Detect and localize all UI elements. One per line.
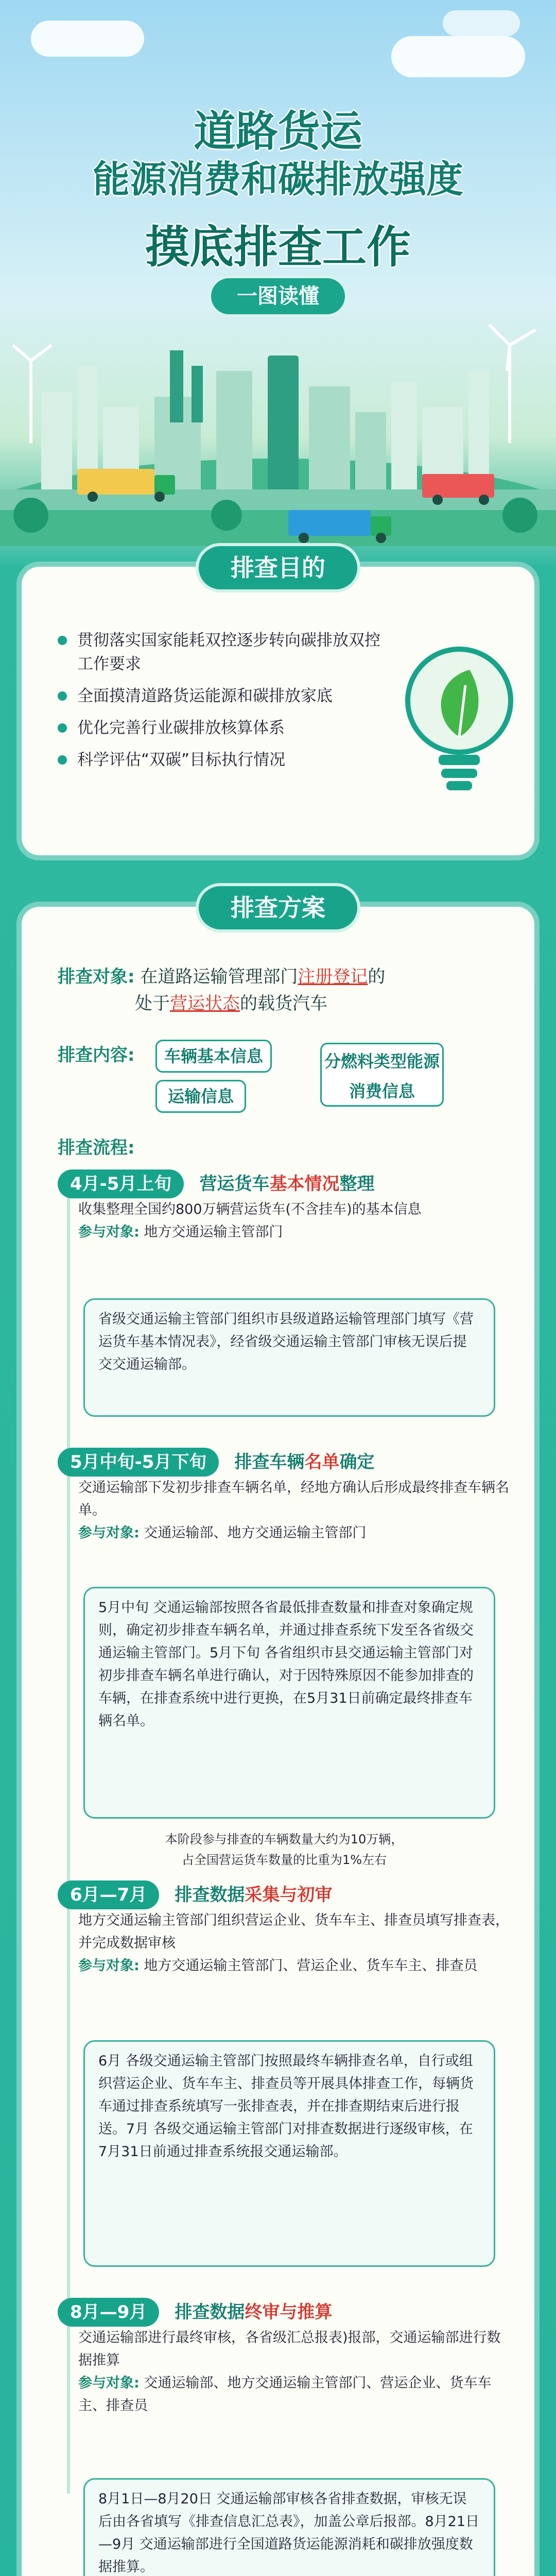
stage-period: 4月-5月上旬	[58, 1170, 184, 1198]
stage-name-highlight: 终审与推算	[245, 2302, 333, 2323]
content-row	[58, 1042, 135, 1069]
participants: 交通运输部、地方交通运输主管部门、营运企业、货车车主、排查员	[78, 2375, 492, 2414]
object-text: 的	[368, 967, 386, 987]
object-highlight: 注册登记	[298, 967, 368, 987]
stage-desc: 收集整理全国约800万辆营运货车(不含挂车)的基本信息	[78, 1201, 422, 1217]
stage-name: 排查车辆	[234, 1452, 305, 1472]
hero-title-line3: 摸底排查工作	[145, 221, 411, 273]
object-row	[58, 963, 500, 1017]
participants-label: 参与对象:	[78, 1224, 140, 1240]
hero-badge: 一图读懂	[211, 278, 345, 314]
content-label: 排查内容:	[58, 1045, 135, 1065]
cloud-decoration	[443, 10, 520, 36]
stage-period: 6月—7月	[58, 1880, 159, 1909]
stage-desc: 交通运输部下发初步排查车辆名单，经地方确认后形成最终排查车辆名单。	[78, 1480, 509, 1518]
cloud-decoration	[31, 21, 144, 57]
stage-period: 5月中旬-5月下旬	[58, 1448, 219, 1477]
plan-title: 排查方案	[199, 886, 357, 929]
stage-name-highlight: 名单	[304, 1452, 340, 1472]
stage-name: 排查数据	[175, 1885, 245, 1905]
stage-2	[58, 1448, 511, 1545]
purpose-item: 全面摸清道路货运能源和碳排放家底	[58, 684, 387, 708]
stage-name: 整理	[339, 1174, 375, 1194]
hero-banner	[0, 0, 556, 546]
plan-section	[22, 894, 534, 2576]
content-tag: 分燃料类型能源消费信息	[320, 1043, 444, 1107]
stage-name: 营运货车	[199, 1174, 270, 1194]
purpose-list	[58, 629, 387, 780]
hero-title-line2: 能源消费和碳排放强度	[92, 157, 463, 201]
stage-1	[58, 1170, 511, 1244]
participants: 交通运输部、地方交通运输主管部门	[144, 1525, 367, 1541]
stage-3	[58, 1880, 511, 1977]
stage-1-detail: 省级交通运输主管部门组织市县级道路运输管理部门填写《营运货车基本情况表》，经省级交通运输主管部门审核无误后提交交通运输部。	[83, 1298, 495, 1417]
participants-label: 参与对象:	[78, 2375, 140, 2391]
participants-label: 参与对象:	[78, 1958, 140, 1974]
content-tag: 车辆基本信息	[155, 1040, 272, 1073]
object-text: 的载货汽车	[240, 993, 327, 1014]
stage-desc: 交通运输部进行最终审核，各省级汇总报表)报部，交通运输部进行数据推算	[78, 2330, 501, 2368]
green-city-illustration	[0, 309, 556, 546]
stage-2-note: 占全国营运货车数量的比重为1%左右	[181, 1853, 387, 1867]
flow-label: 排查流程:	[58, 1138, 135, 1158]
stage-name: 排查数据	[175, 2302, 245, 2323]
purpose-item: 贯彻落实国家能耗双控逐步转向碳排放双控工作要求	[58, 629, 387, 676]
purpose-title: 排查目的	[199, 546, 357, 589]
object-text: 在道路运输管理部门	[140, 967, 298, 987]
stage-name-highlight: 基本情况	[269, 1174, 340, 1194]
stage-2-note: 本阶段参与排查的车辆数量大约为10万辆，	[165, 1832, 404, 1846]
cloud-decoration	[391, 36, 525, 77]
hero-title-line1: 道路货运	[193, 107, 362, 156]
participants: 地方交通运输主管部门	[144, 1224, 283, 1240]
participants: 地方交通运输主管部门、营运企业、货车车主、排查员	[144, 1958, 478, 1974]
object-text: 处于	[135, 993, 170, 1014]
participants-label: 参与对象:	[78, 1525, 140, 1541]
content-tag: 运输信息	[155, 1080, 246, 1113]
purpose-item: 科学评估“双碳”目标执行情况	[58, 748, 387, 772]
stage-name: 确定	[339, 1452, 375, 1472]
stage-desc: 地方交通运输主管部门组织营运企业、货车车主、排查员填写排查表，并完成数据审核	[78, 1912, 509, 1951]
stage-period: 8月—9月	[58, 2298, 159, 2327]
leaf-bulb-icon	[403, 639, 516, 804]
object-highlight: 营运状态	[170, 993, 240, 1014]
stage-2-detail: 5月中旬 交通运输部按照各省最低排查数量和排查对象确定规则，确定初步排查车辆名单，并通过排查系统下发至各省级交通运输主管部门。5月下旬 各省组织市县交通运输主管部门对初步排查车辆名单进行确认，对于因特殊原因不能参加排查的车辆，在排查系统中进行更换，在5月31日前确定最终排查车辆名单。	[83, 1587, 495, 1819]
stage-name-highlight: 采集与初审	[245, 1885, 333, 1905]
purpose-item: 优化完善行业碳排放核算体系	[58, 716, 387, 740]
stage-3-detail: 6月 各级交通运输主管部门按照最终车辆排查名单，自行或组织营运企业、货车车主、排查员等开展具体排查工作，每辆货车通过排查系统填写一张排查表，并在排查期结束后进行报送。7月 各级交通运输主管部门对排查数据进行逐级审核，在7月31日前通过排查系统报交通运输部。	[83, 2040, 495, 2267]
purpose-section	[22, 554, 534, 855]
object-label: 排查对象:	[58, 967, 135, 987]
stage-4	[58, 2298, 511, 2417]
stage-4-detail: 8月1日—8月20日 交通运输部审核各省排查数据，审核无误后由各省填写《排查信息汇总表》，加盖公章后报部。8月21日—9月 交通运输部进行全国道路货运能源消耗和碳排放强度数据推算。	[83, 2478, 495, 2576]
